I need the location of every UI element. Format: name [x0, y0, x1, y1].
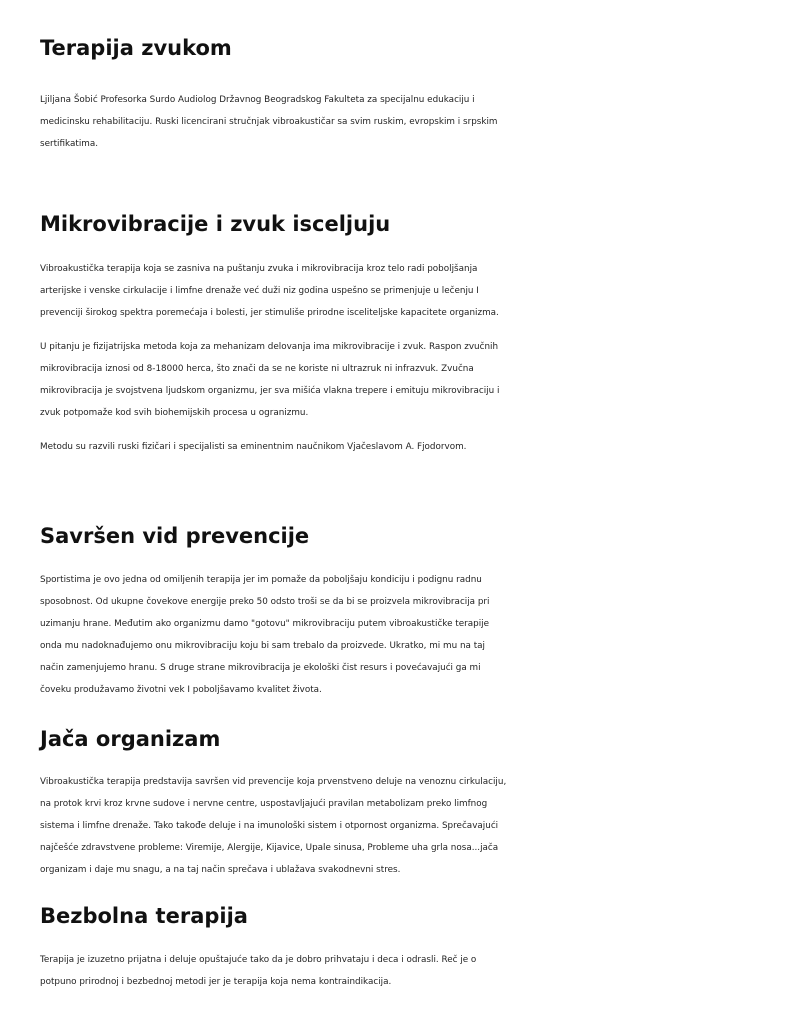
text-line: mikrovibracija je svojstvena ljudskom organizmu, jer sva mišića vlakna trepere i emituju mikrovibraciju i: [40, 386, 500, 396]
text-line: arterijske i venske cirkulacije i limfne drenaže već duži niz godina uspešno se primenjuje u lečenju I: [40, 286, 479, 296]
text-line: način zamenjujemo hranu. S druge strane mikrovibracija je ekološki čist resurs i povećavajući ga mi: [40, 663, 481, 673]
text-line: organizam i daje mu snagu, a na taj način sprečava i ublažava svakodnevni stres.: [40, 865, 401, 875]
body-paragraph: [40, 771, 800, 881]
body-paragraph: [40, 436, 800, 458]
text-line: medicinsku rehabilitaciju. Ruski licencirani stručnjak vibroakustičar sa svim ruskim, evropskim i srpskim: [40, 117, 498, 127]
text-line: čoveku produžavamo životni vek I poboljšavamo kvalitet života.: [40, 685, 322, 695]
body-paragraph: [40, 258, 800, 324]
section-jaca-organizam: [40, 727, 800, 881]
text-line: zvuk potpomaže kod svih biohemijskih procesa u ogranizmu.: [40, 408, 309, 418]
text-line: mikrovibracija iznosi od 8-18000 herca, što znači da se ne koriste ni ultrazruk ni infrazvuk. Zvučna: [40, 364, 474, 374]
body-paragraph: [40, 336, 800, 424]
text-line: Ljiljana Šobić Profesorka Surdo Audiolog Državnog Beogradskog Fakulteta za specijalnu edukaciju i: [40, 95, 475, 105]
text-line: Sportistima je ovo jedna od omiljenih terapija jer im pomaže da poboljšaju kondiciju i podignu radnu: [40, 575, 482, 585]
section-heading: Savršen vid prevencije: [40, 524, 310, 548]
text-line: najčešće zdravstvene probleme: Viremije, Alergije, Kijavice, Upale sinusa, Probleme uha grla nosa...jača: [40, 843, 499, 853]
section-terapija-zvukom: [40, 36, 800, 155]
text-line: sposobnost. Od ukupne čovekove energije preko 50 odsto troši se da bi se proizvela mikrovibracija pri: [40, 597, 490, 607]
section-mikrovibracije: [40, 212, 800, 458]
text-line: potpuno prirodnoj i bezbednoj metodi jer je terapija koja nema kontraindikacija.: [40, 977, 392, 987]
section-bezbolna-terapija: [40, 904, 800, 993]
text-line: sertifikatima.: [40, 139, 99, 149]
section-heading: Jača organizam: [40, 727, 221, 751]
body-paragraph: [40, 569, 800, 701]
text-line: Metodu su razvili ruski fizičari i specijalisti sa eminentnim naučnikom Vjačeslavom A. Fjodorvom.: [40, 442, 467, 452]
text-line: U pitanju je fizijatrijska metoda koja za mehanizam delovanja ima mikrovibracije i zvuk. Raspon zvučnih: [40, 342, 499, 352]
text-line: Terapija je izuzetno prijatna i deluje opuštajuće tako da je dobro prihvataju i deca i odrasli. Reč je o: [40, 955, 477, 965]
author-paragraph: [40, 89, 800, 155]
text-line: prevenciji širokog spektra poremećaja i bolesti, jer stimuliše prirodne isceliteljske kapacitete organizma.: [40, 308, 499, 318]
text-line: onda mu nadoknađujemo onu mikrovibraciju koju bi sam trebalo da proizvede. Ukratko, mi mu na taj: [40, 641, 485, 651]
section-heading: Mikrovibracije i zvuk isceljuju: [40, 212, 391, 236]
section-heading: Bezbolna terapija: [40, 904, 248, 928]
body-paragraph: [40, 949, 800, 993]
text-line: sistema i limfne drenaže. Tako takođe deluje i na imunološki sistem i otpornost organizma. Sprečavajući: [40, 821, 499, 831]
text-line: na protok krvi kroz krvne sudove i nervne centre, uspostavljajući pravilan metabolizam preko limfnog: [40, 799, 488, 809]
section-savrsen-vid-prevencije: [40, 524, 800, 701]
text-line: Vibroakustička terapija koja se zasniva na puštanju zvuka i mikrovibracija kroz telo radi poboljšanja: [40, 264, 478, 274]
section-heading: Terapija zvukom: [40, 36, 232, 60]
text-line: Vibroakustička terapija predstavija savršen vid prevencije koja prvenstveno deluje na venoznu cirkulaciju,: [40, 777, 507, 787]
text-line: uzimanju hrane. Međutim ako organizmu damo "gotovu" mikrovibraciju putem vibroakustičke terapije: [40, 619, 490, 629]
